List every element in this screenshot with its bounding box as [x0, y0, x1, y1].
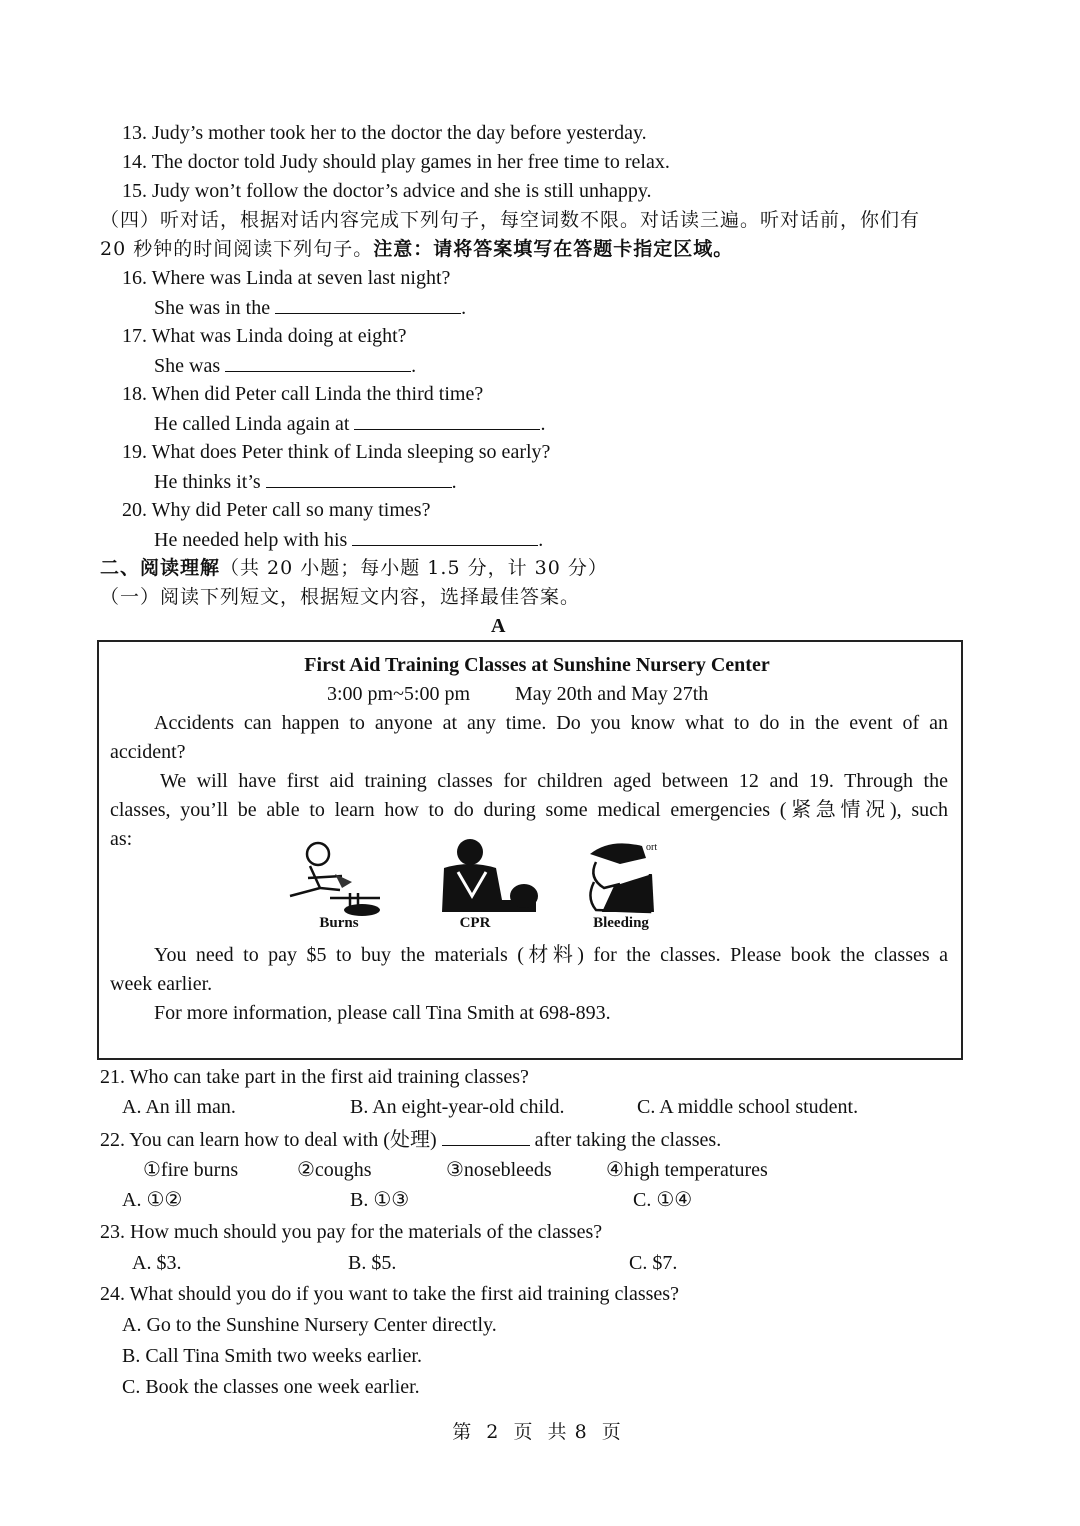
section4-instructions-2	[100, 237, 733, 261]
option-22-b[interactable]: B. ①③	[350, 1189, 410, 1211]
passage-title: First Aid Training Classes at Sunshine Nursery Center	[304, 654, 770, 676]
option-21-c[interactable]: C. A middle school student.	[637, 1096, 859, 1118]
answer-blank[interactable]	[266, 469, 452, 488]
page-footer: 第 2 页 共 8 页	[452, 1421, 622, 1443]
answer-prefix: He thinks it’s	[154, 471, 261, 493]
period: .	[461, 297, 467, 319]
option-24-a[interactable]: A. Go to the Sunshine Nursery Center directly.	[122, 1314, 497, 1336]
answer-prefix: He needed help with his	[154, 529, 348, 551]
item-22-3: ③nosebleeds	[446, 1159, 552, 1181]
option-22-a[interactable]: A. ①②	[122, 1189, 183, 1211]
statement-15: 15. Judy won’t follow the doctor’s advice and she is still unhappy.	[122, 180, 652, 202]
passage-line: Accidents can happen to anyone at any time. Do you know what to do in the event of an	[154, 712, 948, 734]
period: .	[451, 471, 457, 493]
option-21-a[interactable]: A. An ill man.	[122, 1096, 236, 1118]
question-16: 16. Where was Linda at seven last night?	[122, 267, 451, 289]
passage-line: classes, you’ll be able to learn how to do during some medical emergencies (紧急情况), such	[110, 799, 948, 821]
answer-blank[interactable]	[225, 353, 411, 372]
answer-prefix: She was	[154, 355, 221, 377]
part2-note: （共 20 小题；每小题 1.5 分，计 30 分）	[220, 557, 608, 579]
bleeding-illustration	[580, 838, 690, 916]
caption-cpr: CPR	[459, 915, 491, 931]
option-23-b[interactable]: B. $5.	[348, 1252, 397, 1274]
question-23: 23. How much should you pay for the materials of the classes?	[100, 1221, 603, 1243]
period: .	[538, 529, 544, 551]
cpr-illustration	[432, 838, 542, 916]
option-23-a[interactable]: A. $3.	[132, 1252, 182, 1274]
question-18: 18. When did Peter call Linda the third time?	[122, 383, 484, 405]
answer-17	[154, 353, 416, 378]
answer-blank[interactable]	[442, 1127, 530, 1146]
statement-13: 13. Judy’s mother took her to the doctor the day before yesterday.	[122, 122, 647, 144]
question-text: 22. You can learn how to deal with (处理)	[100, 1129, 437, 1151]
part2-title: 二、阅读理解	[100, 557, 221, 579]
question-17: 17. What was Linda doing at eight?	[122, 325, 407, 347]
option-24-b[interactable]: B. Call Tina Smith two weeks earlier.	[122, 1345, 422, 1367]
option-22-c[interactable]: C. ①④	[633, 1189, 693, 1211]
passage-time: 3:00 pm~5:00 pm	[327, 683, 471, 705]
passage-line: accident?	[110, 741, 186, 763]
answer-blank[interactable]	[275, 295, 461, 314]
burns-illustration	[280, 838, 390, 916]
passage-contact: For more information, please call Tina Smith at 698-893.	[154, 1002, 611, 1024]
part2-subheading: （一）阅读下列短文，根据短文内容，选择最佳答案。	[100, 586, 581, 608]
passage-line: as:	[110, 828, 133, 850]
item-22-2: ②coughs	[297, 1159, 372, 1181]
question-19: 19. What does Peter think of Linda sleeping so early?	[122, 441, 551, 463]
option-21-b[interactable]: B. An eight-year-old child.	[350, 1096, 565, 1118]
passage-line: week earlier.	[110, 973, 213, 995]
question-21: 21. Who can take part in the first aid training classes?	[100, 1066, 529, 1088]
question-20: 20. Why did Peter call so many times?	[122, 499, 431, 521]
answer-18	[154, 411, 545, 436]
answer-blank[interactable]	[354, 411, 540, 430]
passage-letter: A	[491, 615, 506, 637]
answer-blank[interactable]	[352, 527, 538, 546]
passage-line: We will have first aid training classes for children aged between 12 and 19. Through the	[160, 770, 948, 792]
period: .	[411, 355, 417, 377]
question-24: 24. What should you do if you want to take the first aid training classes?	[100, 1283, 679, 1305]
logo-text: ort	[646, 842, 658, 853]
statement-14: 14. The doctor told Judy should play games in her free time to relax.	[122, 151, 670, 173]
item-22-4: ④high temperatures	[606, 1159, 768, 1181]
caption-bleeding: Bleeding	[593, 915, 649, 931]
part2-heading	[100, 556, 608, 580]
passage-line: You need to pay $5 to buy the materials (材料) for the classes. Please book the classes a	[154, 944, 948, 966]
item-22-1: ①fire burns	[143, 1159, 239, 1181]
answer-prefix: She was in the	[154, 297, 271, 319]
passage-dates: May 20th and May 27th	[515, 683, 709, 705]
answer-16	[154, 295, 466, 320]
question-22	[100, 1127, 721, 1152]
caption-burns: Burns	[319, 915, 359, 931]
option-24-c[interactable]: C. Book the classes one week earlier.	[122, 1376, 420, 1398]
answer-20	[154, 527, 543, 552]
instruction-note: 注意：请将答案填写在答题卡指定区域。	[373, 238, 734, 260]
option-23-c[interactable]: C. $7.	[629, 1252, 678, 1274]
answer-19	[154, 469, 457, 494]
period: .	[540, 413, 546, 435]
instruction-text: 20 秒钟的时间阅读下列句子。	[100, 238, 374, 260]
answer-prefix: He called Linda again at	[154, 413, 350, 435]
question-text: after taking the classes.	[534, 1129, 722, 1151]
section4-instructions: （四）听对话，根据对话内容完成下列句子，每空词数不限。对话读三遍。听对话前，你们有	[100, 209, 921, 231]
